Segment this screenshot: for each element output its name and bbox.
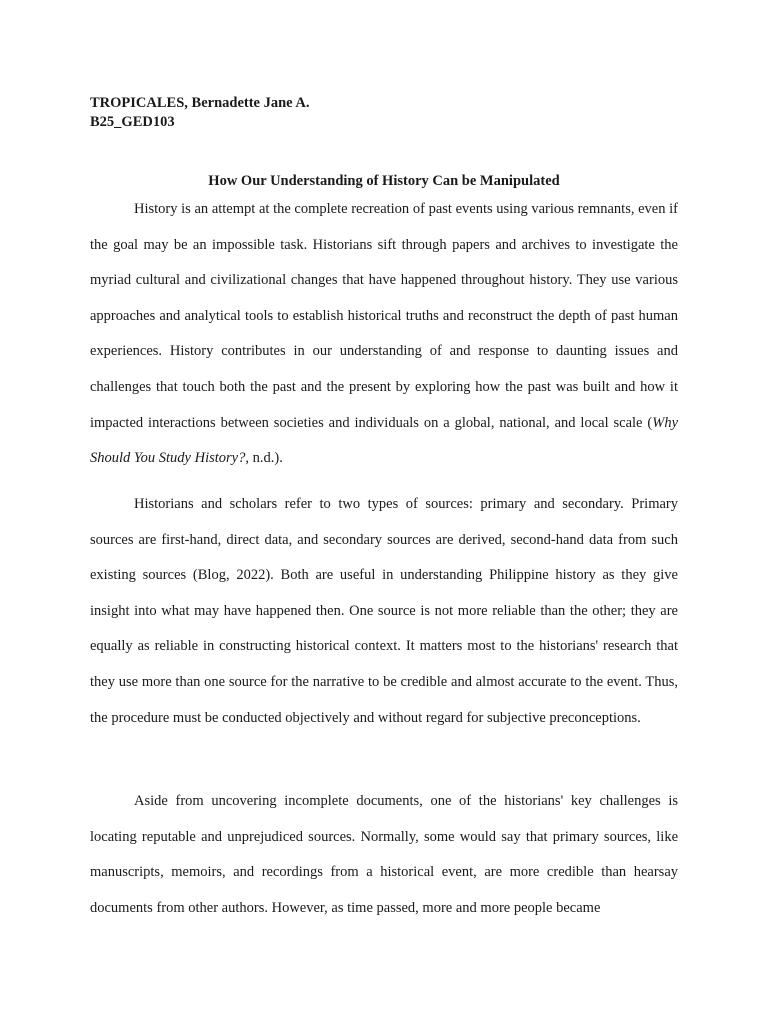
essay-title: How Our Understanding of History Can be Manipulated (208, 173, 560, 189)
paragraph-1-text: History is an attempt at the complete recreation of past events using various remnants, even if the goal may be an impossible task. Historians sift through papers and archives to investigate the myriad cultural and civilizational changes that have happened throughout history. They use various approaches and analytical tools to establish historical truths and reconstruct the depth of past human experiences. History contributes in our understanding of and response to daunting issues and challenges that touch both the past and the present by exploring how the past was built and how it impacted interactions between societies and individuals on a global, national, and local scale ( (90, 201, 678, 431)
paragraph-2 (90, 487, 678, 736)
author-name: TROPICALES, Bernadette Jane A. (90, 95, 310, 111)
paragraph-1 (90, 192, 678, 477)
paragraph-3-content: Aside from uncovering incomplete documents, one of the historians' key challenges is locating reputable and unprejudiced sources. Normally, some would say that primary sources, like manuscripts, memoirs, and recordings from a historical event, are more credible than hearsay documents from other authors. However, as time passed, more and more people became (90, 793, 678, 916)
paragraph-2-content: Historians and scholars refer to two types of sources: primary and secondary. Primary sources are first-hand, direct data, and secondary sources are derived, second-hand data from such existing sources (Blog, 2022). Both are useful in understanding Philippine history as they give insight into what may have happened then. One source is not more reliable than the other; they are equally as reliable in constructing historical context. It matters most to the historians' research that they use more than one source for the narrative to be credible and almost accurate to the event. Thus, the procedure must be conducted objectively and without regard for subjective preconceptions. (90, 496, 678, 726)
citation-end: n.d.). (248, 450, 283, 467)
paragraph-3 (90, 784, 678, 926)
author-header (90, 94, 310, 132)
course-section: B25_GED103 (90, 114, 175, 130)
paragraph-1-content (90, 192, 678, 477)
citation-title: Why Should You Study History?, (90, 414, 678, 467)
